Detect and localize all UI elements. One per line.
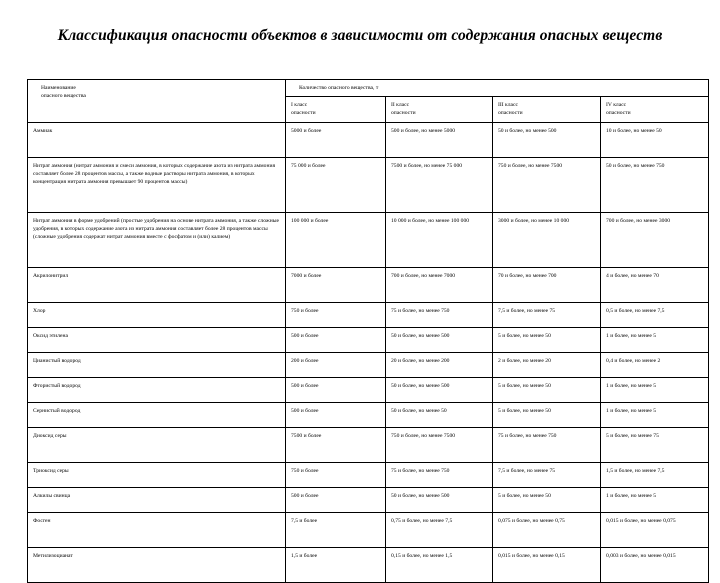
header-class-2-line1: II класс bbox=[391, 102, 410, 109]
cell-class-4: 10 и более, но менее 50 bbox=[601, 122, 709, 157]
cell-class-3: 70 и более, но менее 700 bbox=[493, 267, 601, 302]
header-substance-name-line2: опасного вещества bbox=[41, 93, 86, 100]
table-row bbox=[28, 547, 709, 582]
cell-class-1: 200 и более bbox=[286, 352, 386, 377]
header-class-4-line1: IV класс bbox=[606, 102, 627, 109]
table-row bbox=[28, 377, 709, 402]
cell-substance-name: Цианистый водород bbox=[28, 352, 286, 377]
page-title: Классификация опасности объектов в зависимости от содержания опасных веществ bbox=[57, 27, 663, 44]
cell-class-4: 50 и более, но менее 750 bbox=[601, 157, 709, 212]
cell-class-1: 7500 и более bbox=[286, 427, 386, 462]
table-row bbox=[28, 402, 709, 427]
cell-class-1: 500 и более bbox=[286, 402, 386, 427]
cell-class-2: 0,75 и более, но менее 7,5 bbox=[386, 512, 493, 547]
cell-class-3: 7,5 и более, но менее 75 bbox=[493, 302, 601, 327]
table-row bbox=[28, 122, 709, 157]
header-class-3-line1: III класс bbox=[498, 102, 518, 109]
cell-class-4: 700 и более, но менее 3000 bbox=[601, 212, 709, 267]
cell-class-3: 50 и более, но менее 500 bbox=[493, 122, 601, 157]
cell-class-4: 0,003 и более, но менее 0,015 bbox=[601, 547, 709, 582]
cell-class-1: 100 000 и более bbox=[286, 212, 386, 267]
cell-class-3: 2 и более, но менее 20 bbox=[493, 352, 601, 377]
cell-class-4: 5 и более, но менее 75 bbox=[601, 427, 709, 462]
cell-substance-name: Метилизоцианат bbox=[28, 547, 286, 582]
header-class-1-line2: опасности bbox=[291, 110, 316, 117]
cell-substance-name: Нитрат аммония (нитрат аммония и смеси аммония, в которых содержание азота из нитрата аммония составляет более 28 процентов массы, а также водные растворы нитрата аммония, в которых концентрация нитрата аммония превышает 90 процентов массы) bbox=[28, 157, 286, 212]
cell-class-2: 700 и более, но менее 7000 bbox=[386, 267, 493, 302]
cell-class-2: 50 и более, но менее 500 bbox=[386, 377, 493, 402]
table-row bbox=[28, 302, 709, 327]
table-body bbox=[28, 122, 709, 582]
header-class-3 bbox=[493, 97, 601, 122]
cell-class-2: 75 и более, но менее 750 bbox=[386, 302, 493, 327]
table-row bbox=[28, 487, 709, 512]
cell-class-3: 7,5 и более, но менее 75 bbox=[493, 462, 601, 487]
cell-substance-name: Аммиак bbox=[28, 122, 286, 157]
cell-class-3: 0,075 и более, но менее 0,75 bbox=[493, 512, 601, 547]
cell-class-2: 20 и более, но менее 200 bbox=[386, 352, 493, 377]
hazard-classification-table bbox=[27, 79, 709, 583]
cell-class-1: 500 и более bbox=[286, 487, 386, 512]
cell-class-2: 500 и более, но менее 5000 bbox=[386, 122, 493, 157]
cell-substance-name: Алкилы свинца bbox=[28, 487, 286, 512]
header-row-group bbox=[28, 80, 709, 97]
cell-class-2: 50 и более, но менее 500 bbox=[386, 327, 493, 352]
cell-class-4: 1 и более, но менее 5 bbox=[601, 402, 709, 427]
header-class-1-line1: I класс bbox=[291, 102, 308, 109]
cell-class-2: 10 000 и более, но менее 100 000 bbox=[386, 212, 493, 267]
cell-class-3: 0,015 и более, но менее 0,15 bbox=[493, 547, 601, 582]
table-header bbox=[28, 80, 709, 123]
cell-class-3: 5 и более, но менее 50 bbox=[493, 377, 601, 402]
table-row bbox=[28, 212, 709, 267]
table-row bbox=[28, 352, 709, 377]
cell-class-4: 0,015 и более, но менее 0,075 bbox=[601, 512, 709, 547]
table-row bbox=[28, 267, 709, 302]
cell-class-3: 5 и более, но менее 50 bbox=[493, 402, 601, 427]
header-class-2 bbox=[386, 97, 493, 122]
header-quantity-group bbox=[286, 80, 709, 97]
cell-class-3: 3000 и более, но менее 10 000 bbox=[493, 212, 601, 267]
cell-class-2: 750 и более, но менее 7500 bbox=[386, 427, 493, 462]
cell-class-1: 750 и более bbox=[286, 462, 386, 487]
cell-class-2: 0,15 и более, но менее 1,5 bbox=[386, 547, 493, 582]
cell-substance-name: Диоксид серы bbox=[28, 427, 286, 462]
cell-class-3: 5 и более, но менее 50 bbox=[493, 327, 601, 352]
cell-class-3: 75 и более, но менее 750 bbox=[493, 427, 601, 462]
cell-class-4: 0,5 и более, но менее 7,5 bbox=[601, 302, 709, 327]
table-row bbox=[28, 157, 709, 212]
cell-class-1: 7000 и более bbox=[286, 267, 386, 302]
cell-class-1: 75 000 и более bbox=[286, 157, 386, 212]
header-class-4 bbox=[601, 97, 709, 122]
cell-class-3: 750 и более, но менее 7500 bbox=[493, 157, 601, 212]
cell-class-2: 7500 и более, но менее 75 000 bbox=[386, 157, 493, 212]
cell-substance-name: Хлор bbox=[28, 302, 286, 327]
cell-substance-name: Акрилонитрил bbox=[28, 267, 286, 302]
header-substance-name bbox=[28, 80, 286, 123]
hazard-table-container bbox=[27, 79, 708, 583]
cell-class-1: 1,5 и более bbox=[286, 547, 386, 582]
cell-class-2: 50 и более, но менее 50 bbox=[386, 402, 493, 427]
cell-class-1: 5000 и более bbox=[286, 122, 386, 157]
header-class-2-line2: опасности bbox=[391, 110, 416, 117]
cell-class-4: 1 и более, но менее 5 bbox=[601, 377, 709, 402]
cell-substance-name: Фосген bbox=[28, 512, 286, 547]
cell-class-4: 1 и более, но менее 5 bbox=[601, 327, 709, 352]
cell-substance-name: Нитрат аммония в форме удобрений (простые удобрения на основе нитрата аммония, а также сложные удобрения, в которых содержание азота из нитрата аммония составляет более 28 процентов массы (сложные удобрения содержат нитрат аммония вместе с фосфатом и (или) калием) bbox=[28, 212, 286, 267]
header-substance-name-line1: Наименование bbox=[41, 85, 76, 91]
table-row bbox=[28, 327, 709, 352]
cell-class-2: 75 и более, но менее 750 bbox=[386, 462, 493, 487]
cell-substance-name: Фтористый водород bbox=[28, 377, 286, 402]
cell-class-4: 1 и более, но менее 5 bbox=[601, 487, 709, 512]
cell-substance-name: Оксид этилена bbox=[28, 327, 286, 352]
cell-class-1: 7,5 и более bbox=[286, 512, 386, 547]
cell-class-4: 4 и более, но менее 70 bbox=[601, 267, 709, 302]
header-class-1 bbox=[286, 97, 386, 122]
table-row bbox=[28, 427, 709, 462]
cell-class-1: 500 и более bbox=[286, 327, 386, 352]
cell-class-3: 5 и более, но менее 50 bbox=[493, 487, 601, 512]
header-quantity-group-label: Количество опасного вещества, т bbox=[299, 85, 379, 91]
header-class-4-line2: опасности bbox=[606, 110, 631, 117]
cell-class-1: 500 и более bbox=[286, 377, 386, 402]
cell-class-1: 750 и более bbox=[286, 302, 386, 327]
cell-class-2: 50 и более, но менее 500 bbox=[386, 487, 493, 512]
cell-substance-name: Триоксид серы bbox=[28, 462, 286, 487]
table-row bbox=[28, 462, 709, 487]
table-row bbox=[28, 512, 709, 547]
cell-class-4: 1,5 и более, но менее 7,5 bbox=[601, 462, 709, 487]
header-class-3-line2: опасности bbox=[498, 110, 523, 117]
cell-class-4: 0,4 и более, но менее 2 bbox=[601, 352, 709, 377]
cell-substance-name: Сернистый водород bbox=[28, 402, 286, 427]
